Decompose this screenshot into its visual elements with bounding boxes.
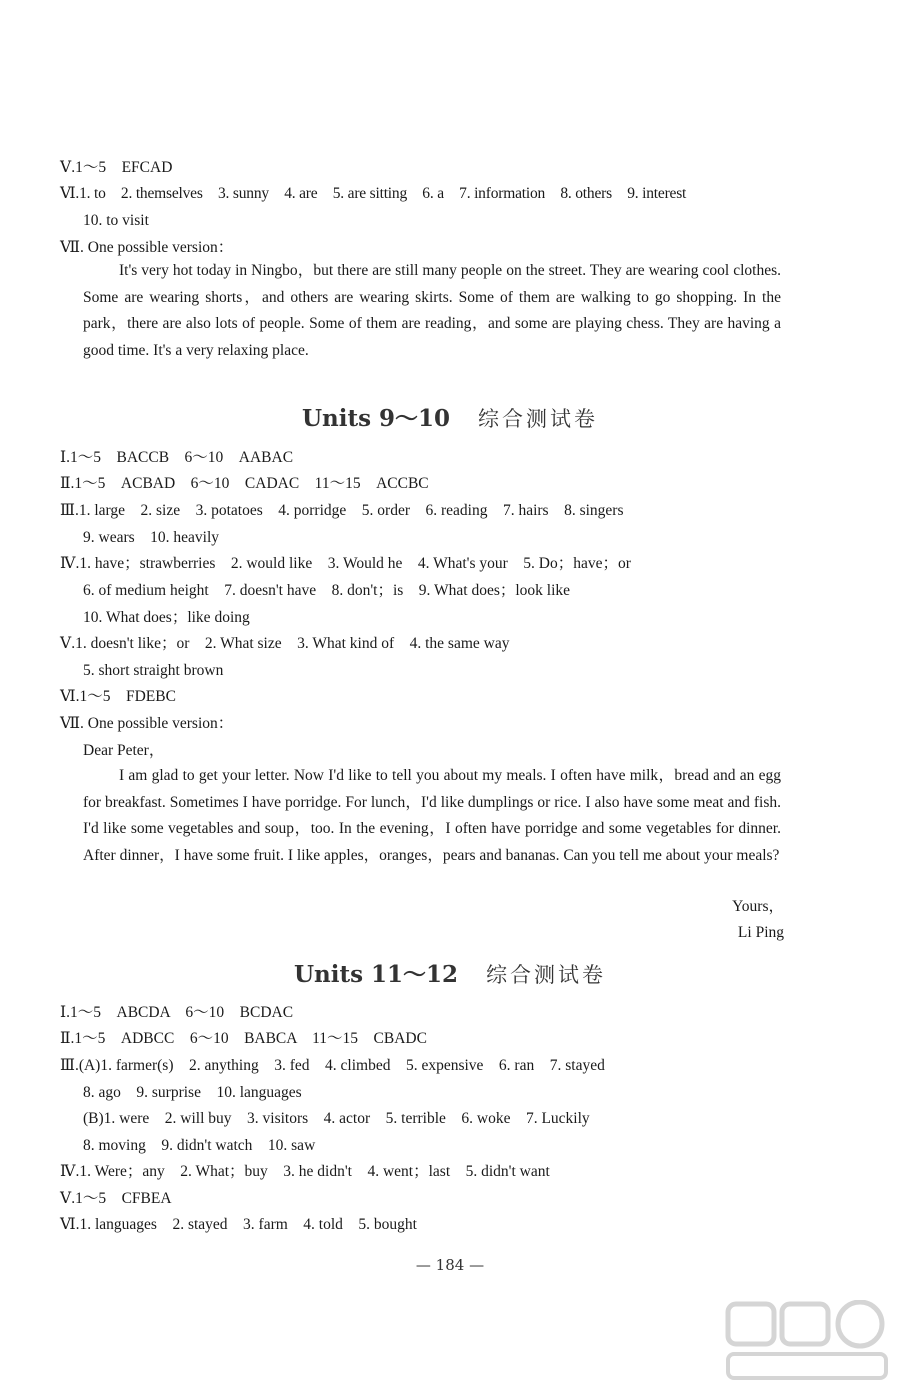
answer-line: Ⅵ.1. languages 2. stayed 3. farm 4. told 5. bought bbox=[60, 1216, 417, 1233]
answer-line: Ⅶ. One possible version： bbox=[60, 715, 234, 732]
answer-line: Ⅴ.1～5 EFCAD bbox=[60, 159, 173, 176]
answer-line: Ⅳ.1. Were；any 2. What；buy 3. he didn't 4. went；last 5. didn't want bbox=[60, 1163, 550, 1180]
letter-paragraph: I am glad to get your letter. Now I'd like to tell you about my meals. I often have milk，bread and an egg for breakfast. Sometimes I have porridge. For lunch，I'd like dumplings or rice. I also have some meat and fish. I'd like some vegetables and soup，too. In the evening，I often have porridge and some vegetables for dinner. After dinner，I have some fruit. I like apples，oranges，pears and bananas. Can you tell me about your meals? bbox=[83, 767, 781, 864]
letter-greeting: Dear Peter， bbox=[83, 742, 165, 759]
section-heading-zh: 综合测试卷 bbox=[478, 407, 599, 431]
answer-line: Ⅵ.1. to 2. themselves 3. sunny 4. are 5. are sitting 6. a 7. information 8. others 9. interest bbox=[60, 185, 687, 202]
letter-closing: Yours， bbox=[732, 898, 784, 915]
section-heading-zh: 综合测试卷 bbox=[486, 963, 607, 987]
answer-line: Ⅰ.1～5 ABCDA 6～10 BCDAC bbox=[60, 1004, 294, 1021]
answer-line: 10. to visit bbox=[83, 212, 149, 229]
section-heading-en: Units 11～12 bbox=[293, 961, 459, 988]
watermark-logo-icon bbox=[722, 1300, 892, 1384]
answer-line: Ⅱ.1～5 ACBAD 6～10 CADAC 11～15 ACCBC bbox=[60, 475, 429, 492]
answer-line: 8. moving 9. didn't watch 10. saw bbox=[83, 1137, 316, 1154]
essay-paragraph: It's very hot today in Ningbo，but there are still many people on the street. They are wearing cool clothes. Some are wearing shorts，and others are wearing skirts. Some of them are walking to go shopping. In the park，there are also lots of people. Some of them are reading，and some are playing chess. They are having a good time. It's a very relaxing place. bbox=[83, 262, 781, 359]
page-number: — 184 — bbox=[415, 1256, 485, 1274]
letter-signature: Li Ping bbox=[737, 924, 784, 941]
answer-line: 10. What does；like doing bbox=[83, 609, 250, 626]
answer-line: (B)1. were 2. will buy 3. visitors 4. actor 5. terrible 6. woke 7. Luckily bbox=[83, 1110, 590, 1127]
section-heading bbox=[0, 960, 900, 990]
answer-line: 6. of medium height 7. doesn't have 8. don't；is 9. What does；look like bbox=[83, 582, 571, 599]
answer-line: 9. wears 10. heavily bbox=[83, 529, 220, 546]
answer-line: Ⅴ.1. doesn't like；or 2. What size 3. What kind of 4. the same way bbox=[60, 635, 510, 652]
section-heading-en: Units 9～10 bbox=[301, 405, 451, 432]
answer-line: Ⅲ.(A)1. farmer(s) 2. anything 3. fed 4. climbed 5. expensive 6. ran 7. stayed bbox=[60, 1057, 605, 1074]
page-number-value: 184 bbox=[435, 1256, 465, 1274]
section-heading bbox=[0, 404, 900, 434]
answer-line: Ⅱ.1～5 ADBCC 6～10 BABCA 11～15 CBADC bbox=[60, 1030, 427, 1047]
answer-line: Ⅵ.1～5 FDEBC bbox=[60, 688, 176, 705]
answer-line: 5. short straight brown bbox=[83, 662, 224, 679]
answer-line: Ⅴ.1～5 CFBEA bbox=[60, 1190, 172, 1207]
answer-line: Ⅰ.1～5 BACCB 6～10 AABAC bbox=[60, 449, 294, 466]
answer-line: Ⅳ.1. have；strawberries 2. would like 3. Would he 4. What's your 5. Do；have；or bbox=[60, 555, 631, 572]
answer-line: 8. ago 9. surprise 10. languages bbox=[83, 1084, 302, 1101]
answer-line: Ⅶ. One possible version： bbox=[60, 239, 234, 256]
answer-line: Ⅲ.1. large 2. size 3. potatoes 4. porridge 5. order 6. reading 7. hairs 8. singers bbox=[60, 502, 624, 519]
